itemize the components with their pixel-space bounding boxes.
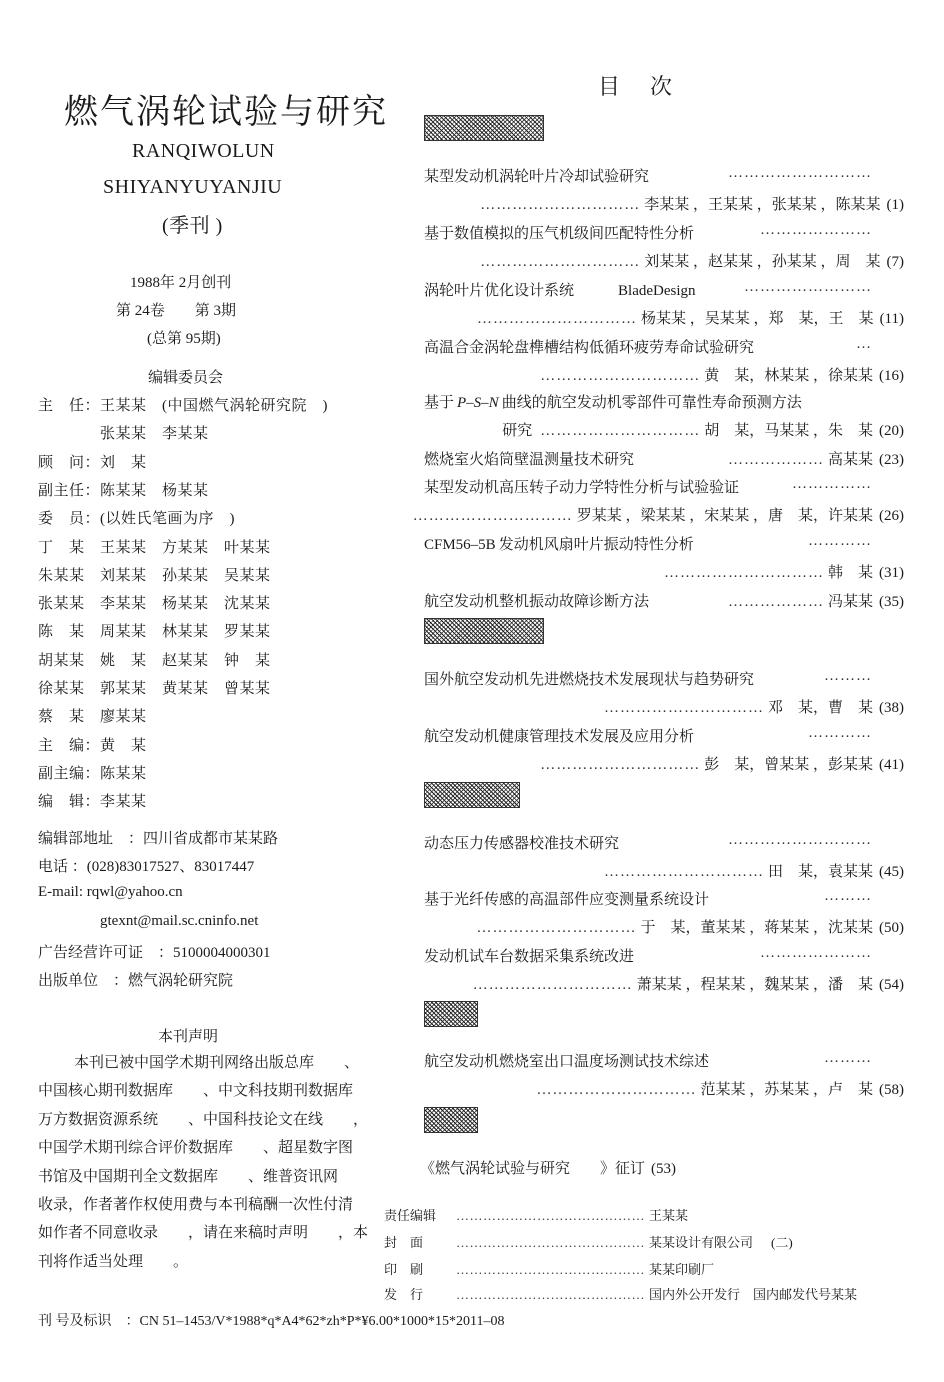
toc-entry-title (424, 590, 649, 611)
staff-row: 副主编：陈某某 (38, 765, 147, 782)
toc-page-number: (11) (879, 311, 904, 327)
notice-line: 收录，作者著作权使用费与本刊稿酬一次性付清 (38, 1197, 354, 1213)
toc-column (384, 0, 944, 1382)
staff-row: 陈 某 周某某 林某某 罗某某 (38, 624, 271, 641)
toc-entry-title-text: 高温合金涡轮盘榫槽结构低循环疲劳寿命试验研究 (424, 340, 755, 356)
toc-entry-title (424, 888, 709, 909)
toc-entry-title-text: 基于光纤传感的高温部件应变测量系统设计 (424, 892, 710, 908)
toc-entry-byline (413, 504, 904, 525)
toc-entry-title (424, 476, 739, 497)
toc-page-number: (41) (879, 757, 904, 773)
section-heading-text (425, 619, 543, 643)
toc-leader-dots: ………………………… (472, 977, 633, 993)
credit-row (384, 1284, 904, 1303)
toc-page-number: (35) (879, 594, 904, 610)
volume-issue: 第 24卷 第 3期 (116, 303, 237, 319)
toc-page-number: (58) (879, 1082, 904, 1098)
staff-row: 张某某 李某某 (38, 426, 209, 443)
toc-entry-title (424, 945, 634, 966)
journal-title-en-1: RANQIWOLUN (132, 140, 275, 162)
toc-entry-byline (728, 590, 904, 611)
toc-entry-byline (480, 250, 904, 271)
toc-entry-title (424, 533, 694, 554)
toc-entry-byline (604, 860, 904, 881)
notice-line: 书馆及中国期刊全文数据库 、维普资讯网 (38, 1168, 339, 1185)
publisher: 出版单位 ：燃气涡轮研究院 (38, 973, 234, 989)
toc-entry-title-post: 曲线的航空发动机零部件可靠性寿命预测方法 (501, 395, 802, 411)
toc-page-number: (45) (879, 864, 904, 880)
publication-code: 刊 号及标识 ：CN 51–1453/V*1988*q*A4*62*zh*P*¥6.00*1000*15*2011–08 (38, 1314, 505, 1329)
credit-label: 封 面 (384, 1235, 424, 1250)
staff-row: 主 编：黄 某 (38, 737, 147, 754)
toc-entry-title (424, 391, 802, 412)
notice-line: 中国学术期刊综合评价数据库 、超星数字图 (38, 1140, 354, 1157)
toc-entry-byline (473, 973, 904, 994)
toc-entry-title-cont: 研究 (502, 423, 533, 439)
staff-row: 主 任：王某某 (中国燃气涡轮研究院 ) (38, 398, 328, 414)
toc-entry-title (424, 832, 619, 853)
toc-entry-title (424, 448, 634, 469)
masthead-column (0, 0, 390, 1300)
staff-row: 胡某某 姚 某 赵某某 钟 某 (38, 652, 271, 669)
toc-leader-dots: ……………………… (728, 165, 872, 181)
credit-leader-dots: …………………………………… (456, 1235, 645, 1250)
toc-entry-title (424, 668, 754, 689)
toc-leader-dots: …………………… (744, 279, 872, 295)
credit-leader-dots: …………………………………… (456, 1208, 645, 1223)
toc-entry-title-text: 动态压力传感器校准技术研究 (424, 836, 620, 852)
section-heading (424, 782, 520, 808)
toc-entry-title (424, 1050, 709, 1071)
contact-email-1: E-mail: rqwl@yahoo.cn (38, 884, 183, 900)
credit-row (384, 1205, 904, 1224)
toc-page-number: (31) (879, 565, 904, 581)
toc-entry-byline (536, 1078, 904, 1099)
toc-entry-title-text: 航空发动机燃烧室出口温度场测试技术综述 (424, 1054, 710, 1070)
section-heading (424, 1107, 478, 1133)
notice-line: 中国核心期刊数据库 、中文科技期刊数据库 (38, 1083, 354, 1100)
section-heading (424, 618, 544, 644)
toc-entry-authors: 高某某 (827, 452, 873, 468)
toc-page-number: (7) (886, 254, 904, 270)
credit-label: 发 行 (384, 1287, 424, 1302)
toc-entry-byline (480, 193, 904, 214)
toc-leader-dots: ……… (824, 668, 872, 684)
total-issue: (总第 95期) (147, 331, 221, 347)
toc-entry-byline (477, 307, 904, 328)
toc-page-number: (16) (879, 368, 904, 384)
toc-entry-title (424, 725, 694, 746)
notice-line: 万方数据资源系统 、中国科技论文在线 ， (38, 1111, 369, 1128)
toc-leader-dots: ………………………… (603, 864, 764, 880)
toc-leader-dots: ………… (808, 533, 872, 549)
staff-row: 副主任：陈某某 杨某某 (38, 482, 209, 499)
toc-entry-authors: 范某某 ，苏某某 ，卢 某 (700, 1082, 873, 1098)
toc-entry-authors: 田 某，袁某某 (767, 864, 873, 880)
toc-leader-dots: ………………………… (480, 197, 641, 213)
notice-header: 本刊声明 (158, 1029, 219, 1045)
toc-leader-dots: ……………… (727, 452, 824, 468)
toc-leader-dots: ………………………… (540, 423, 701, 439)
toc-entry-authors: 李某某 ，王某某 ，张某某 ，陈某某 (644, 197, 881, 213)
section-heading-text (425, 1108, 477, 1132)
toc-leader-dots: ………………………… (603, 700, 764, 716)
staff-row: 委 员：(以姓氏笔画为序 ) (38, 511, 235, 528)
toc-entry-title-post: 发动机风扇叶片振动特性分析 (498, 537, 694, 553)
section-heading-text (425, 116, 543, 140)
contact-phone: 电话 ：(028)83017527、83017447 (38, 859, 255, 875)
toc-entry-authors: 韩 某 (827, 565, 873, 581)
toc-entry-title-italic: P–S–N (457, 395, 499, 411)
toc-entry-title-text: 航空发动机健康管理技术发展及应用分析 (424, 729, 695, 745)
credit-value: 某某印刷厂 (649, 1262, 715, 1277)
toc-leader-dots: ……… (824, 1050, 872, 1066)
ad-permit: 广告经营许可证 ：5100004000301 (38, 945, 271, 961)
toc-leader-dots: ………………………… (540, 368, 701, 384)
credit-leader-dots: …………………………………… (456, 1287, 645, 1302)
section-heading (424, 115, 544, 141)
credit-value: 国内外公开发行 国内邮发代号某某 (649, 1287, 858, 1302)
credit-extra: (二) (771, 1235, 793, 1250)
journal-frequency: (季刊 ) (162, 215, 223, 237)
toc-page-number: (53) (651, 1161, 677, 1177)
toc-entry-title (424, 336, 754, 357)
section-heading-text (425, 1002, 477, 1026)
toc-leader-dots: ………………………… (476, 920, 637, 936)
notice-line: 刊将作适当处理 。 (38, 1253, 189, 1270)
toc-leader-dots: ………………………… (536, 1082, 697, 1098)
staff-row: 徐某某 郭某某 黄某某 曾某某 (38, 681, 271, 697)
toc-entry-authors: 刘某某 ，赵某某 ，孙某某 ，周 某 (644, 254, 881, 270)
toc-leader-dots: …………… (792, 476, 872, 492)
contact-email-2: gtexnt@mail.sc.cninfo.net (100, 913, 259, 929)
toc-page-number: (26) (879, 508, 904, 524)
toc-leader-dots: ………………… (760, 222, 872, 238)
toc-entry-title-text: 基于数值模拟的压气机级间匹配特性分析 (424, 226, 695, 242)
toc-entry-byline (540, 753, 904, 774)
staff-row: 丁 某 王某某 方某某 叶某某 (38, 539, 271, 556)
toc-page-number: (1) (886, 197, 904, 213)
toc-leader-dots: ………………………… (540, 757, 701, 773)
toc-leader-dots: ………………………… (480, 254, 641, 270)
toc-leader-dots: ……………… (727, 594, 824, 610)
toc-entry-authors: 杨某某 ，吴某某 ，郑 某，王 某 (641, 311, 874, 327)
journal-title-en-2: SHIYANYUYANJIU (103, 176, 283, 198)
staff-row: 张某某 李某某 杨某某 沈某某 (38, 596, 271, 613)
toc-entry-authors: 彭 某，曾某某 ，彭某某 (704, 757, 873, 773)
credit-leader-dots: …………………………………… (456, 1262, 645, 1277)
credit-row (384, 1232, 904, 1251)
staff-header: 编辑委员会 (148, 370, 224, 386)
toc-page-number: (54) (879, 977, 904, 993)
staff-row: 朱某某 刘某某 孙某某 吴某某 (38, 567, 271, 584)
notice-line: 本刊已被中国学术期刊网络出版总库 、 (74, 1055, 360, 1071)
toc-entry-title-text: 涡轮叶片优化设计系统 (424, 283, 575, 299)
credit-label: 责任编辑 (384, 1208, 437, 1223)
toc-entry-authors: 冯某某 (827, 594, 873, 610)
credit-label: 印 刷 (384, 1262, 424, 1277)
staff-row: 蔡 某 廖某某 (38, 709, 147, 726)
credit-row (384, 1259, 904, 1278)
toc-entry-byline (728, 448, 904, 469)
toc-entry-title (424, 279, 696, 300)
toc-leader-dots: ……………………… (728, 832, 872, 848)
journal-title-cn: 燃气涡轮试验与研究 (64, 94, 388, 131)
toc-entry-title-text: 发动机试车台数据采集系统改进 (424, 949, 635, 965)
toc-entry-title-text: 某型发动机涡轮叶片冷却试验研究 (424, 169, 650, 185)
toc-leader-dots: ………… (808, 725, 872, 741)
credit-value: 王某某 (649, 1208, 689, 1223)
staff-row: 编 辑：李某某 (38, 794, 147, 811)
toc-page-number: (50) (879, 920, 904, 936)
section-heading-text (425, 783, 519, 807)
toc-entry-title-text: 国外航空发动机先进燃烧技术发展现状与趋势研究 (424, 672, 755, 688)
toc-entry-authors: 邓 某，曹 某 (767, 700, 873, 716)
toc-entry-byline (476, 916, 904, 937)
toc-entry-title-extra: BladeDesign (618, 283, 696, 299)
toc-entry-authors: 于 某，董某某 ，蒋某某 ，沈某某 (640, 920, 873, 936)
toc-entry-byline (604, 696, 904, 717)
section-heading (424, 1001, 478, 1027)
toc-leader-dots: … (856, 336, 872, 352)
toc-entry-authors: 黄 某，林某某 ，徐某某 (704, 368, 873, 384)
toc-entry-authors: 罗某某 ，梁某某 ，宋某某 ，唐 某，许某某 (576, 508, 873, 524)
toc-entry-authors: 胡 某，马某某 ，朱 某 (704, 423, 873, 439)
toc-page-number: (38) (879, 700, 904, 716)
toc-title: 目 次 (598, 74, 677, 99)
credit-value: 某某设计有限公司 (649, 1235, 754, 1250)
toc-entry-title-text: 某型发动机高压转子动力学特性分析与试验验证 (424, 480, 740, 496)
toc-entry-title (424, 165, 649, 186)
toc-leader-dots: ………………………… (477, 311, 638, 327)
toc-entry-byline (502, 419, 904, 440)
founded-date: 1988年 2月创刊 (130, 275, 232, 291)
toc-leader-dots: ………………………… (663, 565, 824, 581)
staff-row: 顾 问：刘 某 (38, 454, 147, 471)
toc-entry-byline (540, 364, 904, 385)
toc-entry-authors: 萧某某 ，程某某 ，魏某某 ，潘 某 (636, 977, 873, 993)
toc-entry-title-pre: CFM56–5B (424, 537, 496, 553)
toc-page-number: (23) (879, 452, 904, 468)
toc-entry-title (424, 222, 694, 243)
toc-entry-title-text: 航空发动机整机振动故障诊断方法 (424, 594, 650, 610)
notice-line: 如作者不同意收录 ，请在来稿时声明 ，本 (38, 1225, 369, 1242)
contact-address: 编辑部地址 ：四川省成都市某某路 (38, 831, 279, 847)
toc-entry-title-pre: 基于 (424, 395, 455, 411)
toc-leader-dots: ……… (824, 888, 872, 904)
toc-page-number: (20) (879, 423, 904, 439)
toc-entry-title-text: 《燃气涡轮试验与研究 》征订 (420, 1161, 646, 1177)
toc-leader-dots: ………………………… (412, 508, 573, 524)
toc-entry-title-text: 燃烧室火焰筒壁温测量技术研究 (424, 452, 635, 468)
toc-leader-dots: ………………… (760, 945, 872, 961)
toc-entry-byline (664, 561, 904, 582)
toc-entry-title (420, 1157, 676, 1178)
